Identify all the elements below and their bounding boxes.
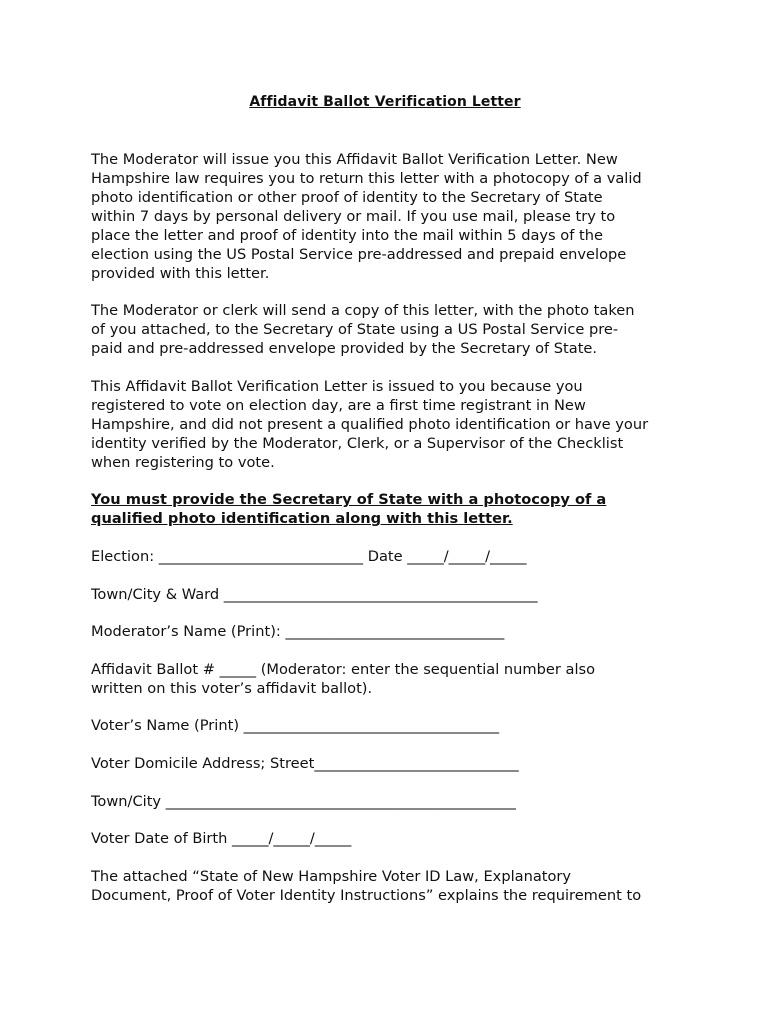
- paragraph-line: paid and pre-addressed envelope provided by the Secretary of State.: [91, 340, 598, 357]
- notice-line: qualified photo identification along with this letter.: [91, 510, 513, 527]
- ballot-number-field[interactable]: [91, 660, 691, 698]
- document-title: Affidavit Ballot Verification Letter: [249, 94, 521, 110]
- field-label: written on this voter’s affidavit ballot).: [91, 680, 373, 697]
- field-label: Town/City & Ward ___________________________________________: [91, 586, 538, 603]
- paragraph-line: The Moderator or clerk will send a copy of this letter, with the photo taken: [91, 302, 635, 319]
- paragraph-line: of you attached, to the Secretary of State using a US Postal Service pre-: [91, 321, 619, 338]
- paragraph-line: The attached “State of New Hampshire Voter ID Law, Explanatory: [91, 868, 572, 885]
- domicile-address-field[interactable]: [91, 754, 691, 773]
- paragraph-line: within 7 days by personal delivery or mail. If you use mail, please try to: [91, 208, 616, 225]
- town-city-field[interactable]: [91, 792, 691, 811]
- paragraph-line: registered to vote on election day, are a first time registrant in New: [91, 397, 586, 414]
- field-label: Moderator’s Name (Print): ______________________________: [91, 623, 505, 640]
- paragraph-line: election using the US Postal Service pre-addressed and prepaid envelope: [91, 246, 627, 263]
- reason-paragraph: [91, 377, 691, 472]
- moderator-paragraph: [91, 301, 691, 358]
- paragraph-line: photo identification or other proof of identity to the Secretary of State: [91, 189, 603, 206]
- field-label: Town/City ________________________________________________: [91, 793, 516, 810]
- field-label: Voter’s Name (Print) ___________________________________: [91, 717, 500, 734]
- voter-name-field[interactable]: [91, 716, 691, 735]
- paragraph-line: place the letter and proof of identity into the mail within 5 days of the: [91, 227, 603, 244]
- attachment-paragraph: [91, 867, 691, 905]
- paragraph-line: The Moderator will issue you this Affidavit Ballot Verification Letter. New: [91, 151, 618, 168]
- field-label: Voter Date of Birth _____/_____/_____: [91, 830, 352, 847]
- moderator-name-field[interactable]: [91, 622, 691, 641]
- intro-paragraph: [91, 150, 691, 283]
- town-ward-field[interactable]: [91, 585, 691, 604]
- paragraph-line: Hampshire, and did not present a qualified photo identification or have your: [91, 416, 649, 433]
- field-label: Affidavit Ballot # _____ (Moderator: enter the sequential number also: [91, 661, 596, 678]
- notice-line: You must provide the Secretary of State with a photocopy of a: [91, 491, 607, 508]
- election-date-field[interactable]: [91, 547, 691, 566]
- date-of-birth-field[interactable]: [91, 829, 691, 848]
- paragraph-line: Document, Proof of Voter Identity Instructions” explains the requirement to: [91, 887, 642, 904]
- paragraph-line: Hampshire law requires you to return this letter with a photocopy of a valid: [91, 170, 642, 187]
- paragraph-line: provided with this letter.: [91, 265, 270, 282]
- field-label: Election: ____________________________ Date _____/_____/_____: [91, 548, 527, 565]
- notice-paragraph: [91, 490, 691, 528]
- field-label: Voter Domicile Address; Street____________________________: [91, 755, 519, 772]
- paragraph-line: This Affidavit Ballot Verification Letter is issued to you because you: [91, 378, 583, 395]
- paragraph-line: when registering to vote.: [91, 454, 275, 471]
- paragraph-line: identity verified by the Moderator, Clerk, or a Supervisor of the Checklist: [91, 435, 624, 452]
